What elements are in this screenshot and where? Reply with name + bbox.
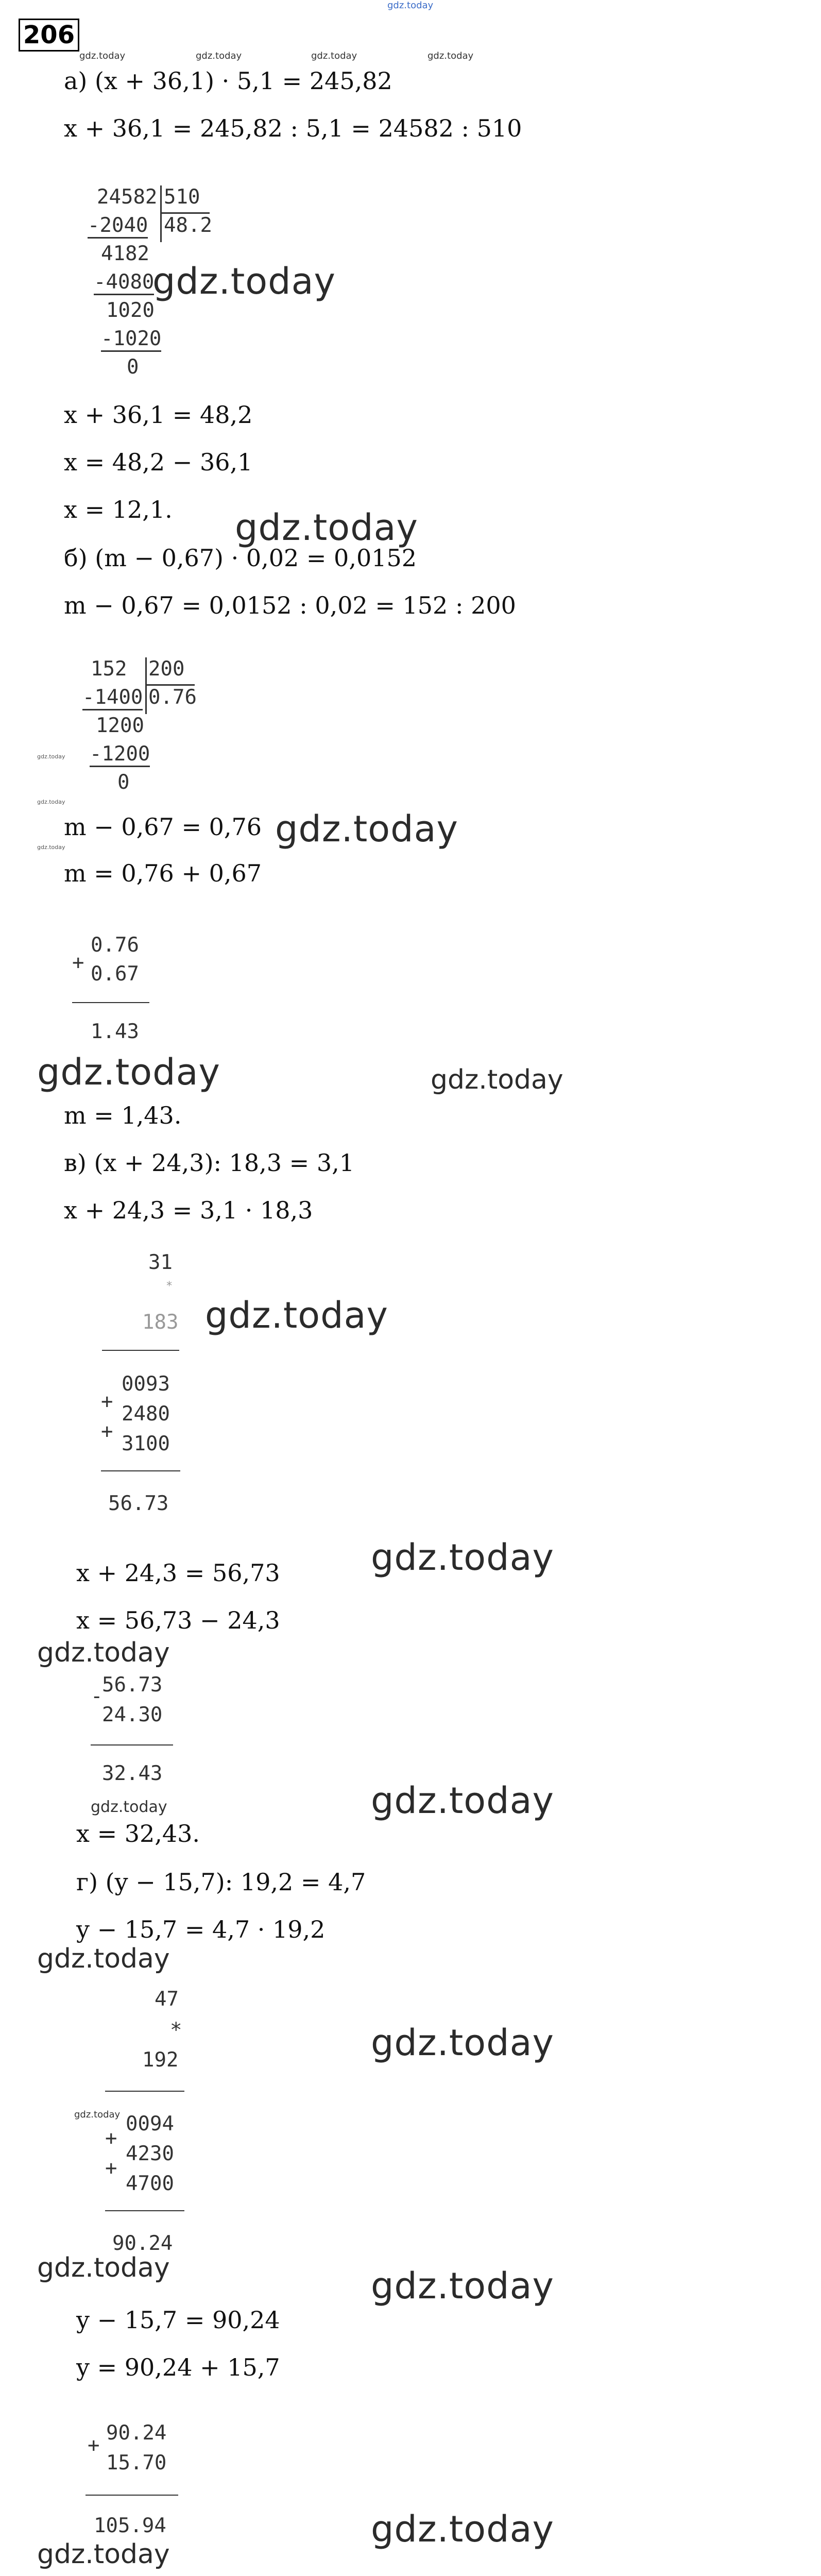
watermark: gdz.today bbox=[37, 844, 65, 851]
sum-line bbox=[72, 1002, 149, 1003]
divisor: 510 bbox=[164, 185, 200, 209]
watermark: gdz.today bbox=[371, 2022, 554, 2064]
equation-b1: б) (m − 0,67) · 0,02 = 0,0152 bbox=[64, 544, 417, 572]
subtrahend: 24.30 bbox=[102, 1703, 163, 1726]
factor: 192 bbox=[142, 2048, 179, 2072]
division-row: 1020 bbox=[106, 299, 155, 322]
watermark: gdz.today bbox=[371, 2508, 554, 2550]
minus-sign: - bbox=[91, 1685, 103, 1708]
equation-a2: x + 36,1 = 245,82 : 5,1 = 24582 : 510 bbox=[64, 114, 522, 142]
equation-b5: m = 1,43. bbox=[64, 1101, 182, 1129]
dividend: 24582 bbox=[97, 185, 158, 209]
watermark: gdz.today bbox=[37, 2539, 170, 2570]
division-row: -1400 bbox=[82, 686, 143, 710]
division-row: -2040 bbox=[88, 214, 148, 239]
factor: 47 bbox=[155, 1988, 179, 2011]
division-row: 0 bbox=[117, 771, 130, 794]
watermark: gdz.today bbox=[74, 2109, 121, 2120]
plus-sign: + bbox=[101, 1390, 113, 1413]
partial-product: 0093 bbox=[122, 1372, 170, 1396]
watermark: gdz.today bbox=[371, 2265, 554, 2307]
plus-sign: + bbox=[101, 1420, 113, 1443]
addend: 0.76 bbox=[91, 934, 139, 957]
watermark: gdz.today bbox=[431, 1064, 563, 1095]
result-line bbox=[101, 1470, 180, 1471]
watermark: gdz.today bbox=[37, 753, 65, 760]
partial-product: 4230 bbox=[126, 2142, 174, 2165]
plus-sign: + bbox=[105, 2127, 117, 2150]
watermark: gdz.today bbox=[79, 50, 126, 61]
partial-product: 4700 bbox=[126, 2172, 174, 2195]
exercise-number: 206 bbox=[19, 19, 79, 52]
equation-a4: x = 48,2 − 36,1 bbox=[64, 448, 253, 476]
multiply-sign: * bbox=[170, 2019, 182, 2042]
factor: 183 bbox=[142, 1311, 179, 1334]
watermark: gdz.today bbox=[371, 1536, 554, 1579]
watermark: gdz.today bbox=[427, 50, 474, 61]
division-row: -1200 bbox=[90, 742, 150, 767]
addend: 0.67 bbox=[91, 962, 139, 986]
product: 90.24 bbox=[112, 2232, 173, 2255]
watermark: gdz.today bbox=[37, 1051, 220, 1093]
product-line bbox=[105, 2091, 184, 2092]
dividend: 152 bbox=[91, 657, 127, 681]
plus-sign: + bbox=[105, 2157, 117, 2180]
equation-a1: а) (x + 36,1) · 5,1 = 245,82 bbox=[64, 67, 392, 95]
add-sign: + bbox=[72, 951, 84, 974]
equation-g3: y − 15,7 = 90,24 bbox=[76, 2306, 280, 2334]
equation-v4: x = 56,73 − 24,3 bbox=[76, 1606, 280, 1634]
partial-product: 3100 bbox=[122, 1432, 170, 1455]
partial-product: 0094 bbox=[126, 2112, 174, 2136]
equation-a3: x + 36,1 = 48,2 bbox=[64, 401, 253, 429]
division-row: -4080 bbox=[94, 270, 154, 295]
division-bar bbox=[145, 657, 147, 714]
equation-b2: m − 0,67 = 0,0152 : 0,02 = 152 : 200 bbox=[64, 591, 516, 619]
multiply-sign: * bbox=[166, 1280, 173, 1293]
quotient: 48.2 bbox=[164, 214, 212, 237]
partial-product: 2480 bbox=[122, 1402, 170, 1426]
division-bar bbox=[160, 185, 162, 242]
division-row: 4182 bbox=[101, 242, 149, 265]
watermark: gdz.today bbox=[205, 1294, 388, 1336]
watermark: gdz.today bbox=[275, 808, 458, 850]
difference-line bbox=[91, 1744, 173, 1745]
minuend: 56.73 bbox=[102, 1673, 163, 1697]
quotient: 0.76 bbox=[148, 686, 197, 709]
watermark: gdz.today bbox=[196, 50, 242, 61]
equation-a5: x = 12,1. bbox=[64, 496, 173, 523]
equation-g1: г) (y − 15,7): 19,2 = 4,7 bbox=[76, 1868, 366, 1896]
watermark: gdz.today bbox=[37, 799, 65, 805]
watermark: gdz.today bbox=[37, 2252, 170, 2283]
watermark: gdz.today bbox=[235, 506, 418, 549]
addend: 15.70 bbox=[106, 2451, 167, 2475]
watermark: gdz.today bbox=[37, 1637, 170, 1668]
division-row: -1020 bbox=[101, 327, 161, 352]
sum: 1.43 bbox=[91, 1020, 139, 1043]
equation-b4: m = 0,76 + 0,67 bbox=[64, 859, 262, 887]
equation-v3: x + 24,3 = 56,73 bbox=[76, 1559, 280, 1587]
add-sign: + bbox=[88, 2434, 100, 2457]
watermark: gdz.today bbox=[91, 1798, 167, 1816]
divisor: 200 bbox=[148, 657, 185, 681]
equation-v2: x + 24,3 = 3,1 · 18,3 bbox=[64, 1196, 313, 1224]
sum-line bbox=[85, 2495, 178, 2496]
difference: 32.43 bbox=[102, 1762, 163, 1785]
factor: 31 bbox=[148, 1251, 173, 1274]
equation-v5: x = 32,43. bbox=[76, 1820, 200, 1848]
division-row: 1200 bbox=[96, 714, 144, 737]
watermark: gdz.today bbox=[371, 1780, 554, 1822]
division-row: 0 bbox=[127, 355, 139, 379]
equation-v1: в) (x + 24,3): 18,3 = 3,1 bbox=[64, 1149, 354, 1177]
watermark: gdz.today bbox=[311, 50, 357, 61]
equation-g4: y = 90,24 + 15,7 bbox=[76, 2353, 280, 2381]
watermark: gdz.today bbox=[152, 260, 336, 302]
top-watermark: gdz.today bbox=[387, 0, 434, 11]
equation-b3: m − 0,67 = 0,76 bbox=[64, 813, 262, 841]
result-line bbox=[105, 2210, 184, 2211]
equation-g2: y − 15,7 = 4,7 · 19,2 bbox=[76, 1916, 326, 1943]
product-line bbox=[102, 1350, 179, 1351]
watermark: gdz.today bbox=[37, 1943, 170, 1974]
sum: 105.94 bbox=[94, 2514, 166, 2537]
addend: 90.24 bbox=[106, 2421, 167, 2445]
product: 56.73 bbox=[108, 1492, 169, 1515]
